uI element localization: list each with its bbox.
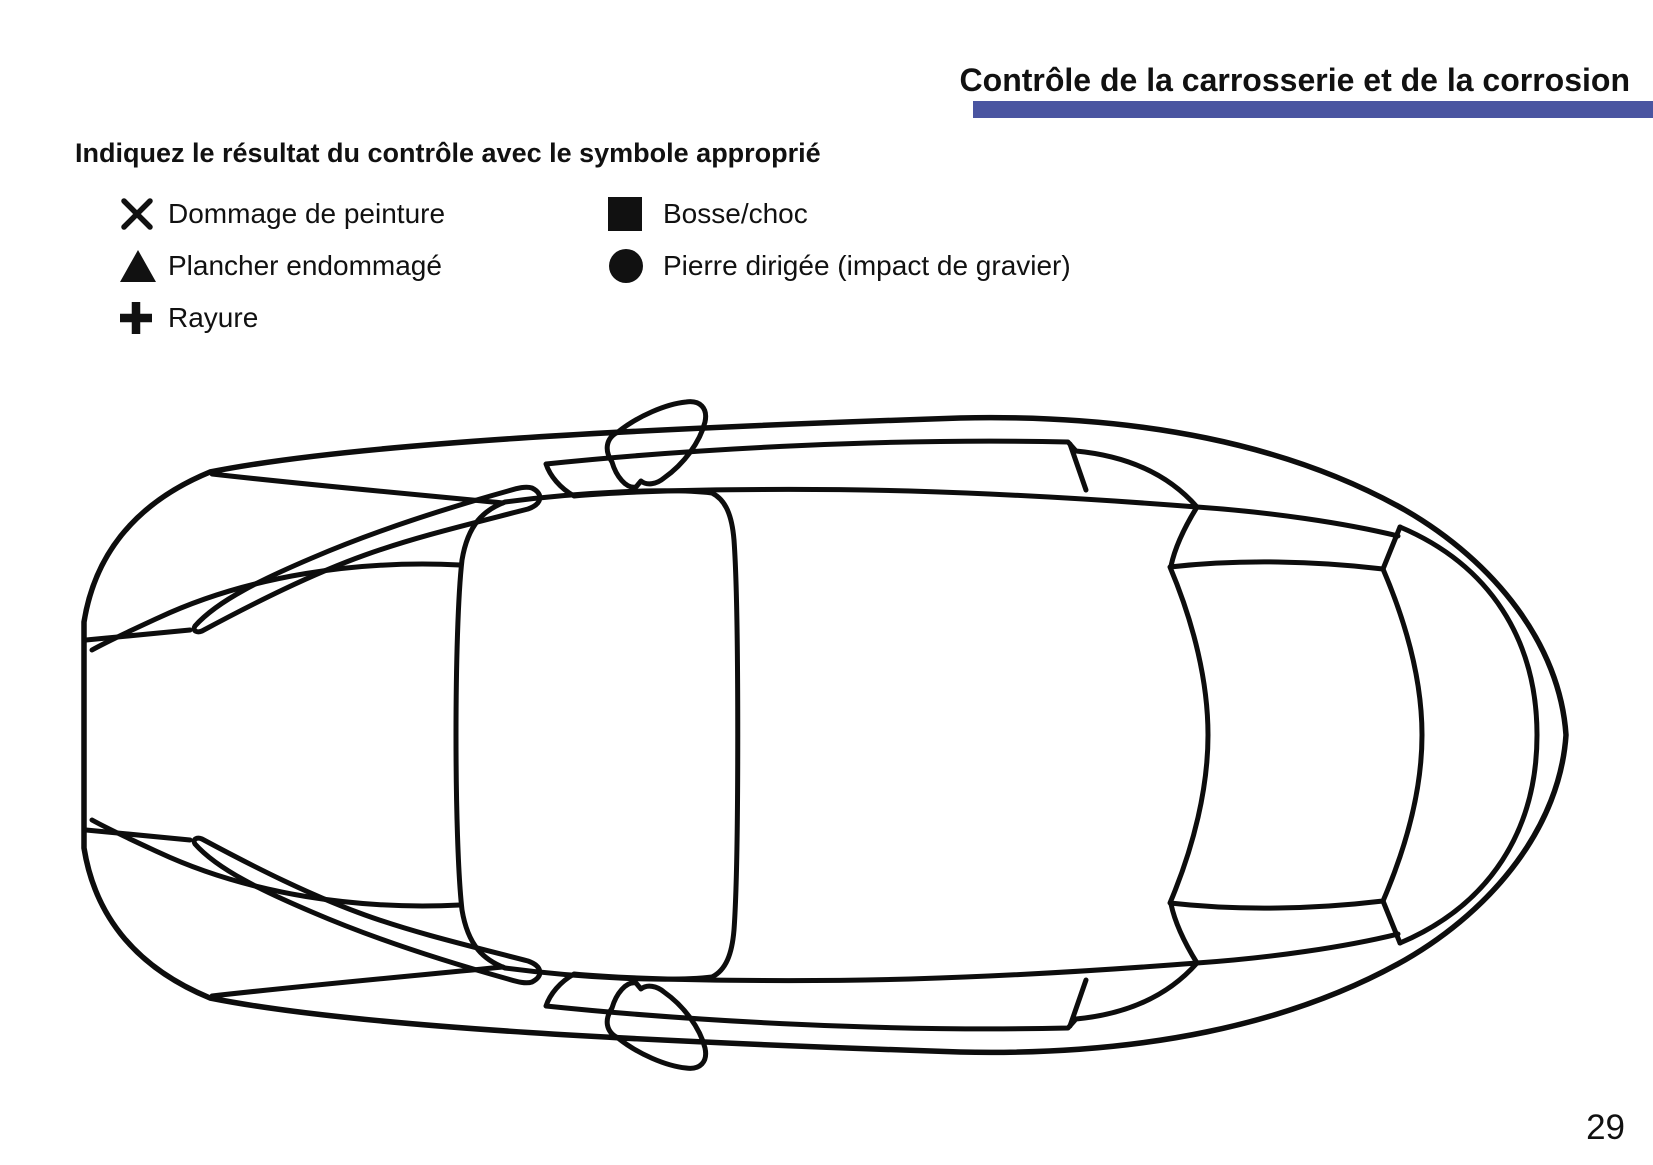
legend-label: Pierre dirigée (impact de gravier) [663, 250, 1071, 281]
legend-label: Bosse/choc [663, 198, 808, 229]
rear-window [1170, 562, 1422, 908]
legend-item-floor-damage [118, 240, 445, 292]
x-cross-icon [118, 195, 168, 233]
legend-item-dent [608, 188, 1071, 240]
legend-column-2 [608, 188, 1071, 292]
car-body-outline [84, 418, 1566, 1053]
legend-label: Rayure [168, 302, 259, 333]
windshield [456, 491, 738, 979]
page-title: Contrôle de la carrosserie et de la corrosion [959, 62, 1630, 98]
filled-circle-icon [608, 248, 663, 284]
plus-icon [118, 300, 168, 336]
title-accent-bar [973, 101, 1653, 118]
filled-triangle-icon [118, 248, 168, 284]
car-top-view-diagram [60, 390, 1590, 1080]
legend-label: Plancher endommagé [168, 250, 442, 281]
legend-item-paint-damage [118, 188, 445, 240]
page-number: 29 [1586, 1108, 1625, 1147]
filled-square-icon [608, 197, 663, 231]
instruction-text: Indiquez le résultat du contrôle avec le symbole approprié [75, 138, 821, 168]
legend-item-stone-chip [608, 240, 1071, 292]
legend-label: Dommage de peinture [168, 198, 446, 229]
legend-column-1 [118, 188, 445, 344]
legend-item-scratch [118, 292, 445, 344]
